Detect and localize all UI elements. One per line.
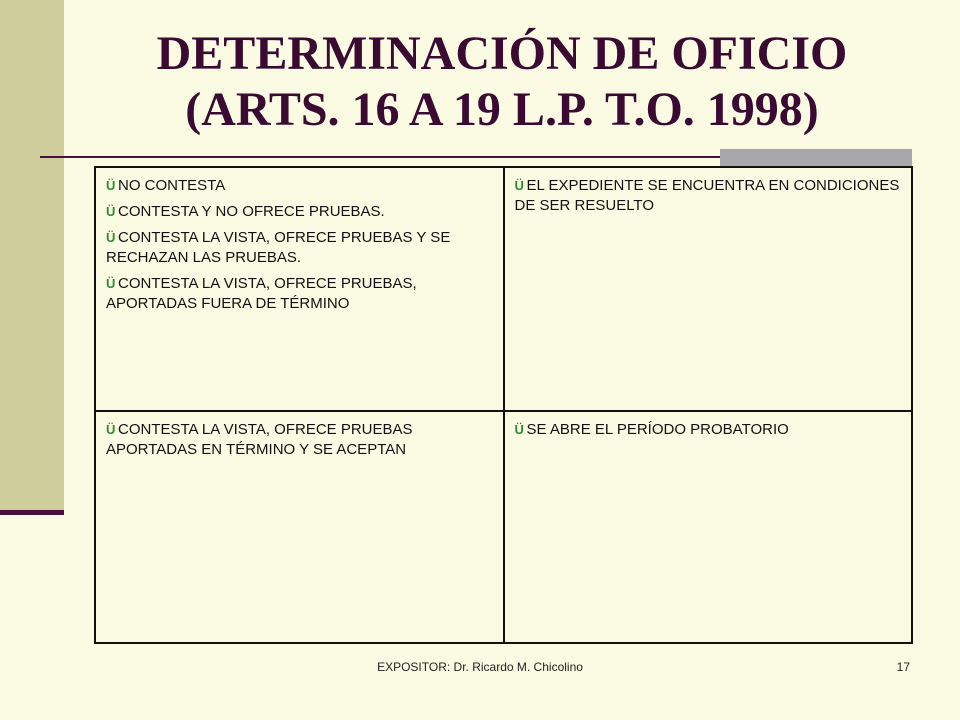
list-item-text: NO CONTESTA	[118, 177, 226, 194]
list-item-text: CONTESTA LA VISTA, OFRECE PRUEBAS Y SE RECHAZAN LAS PRUEBAS.	[106, 229, 451, 266]
table-cell-row1-right	[504, 167, 913, 411]
slide-title-line-2: (ARTS. 16 A 19 L.P. T.O. 1998)	[185, 83, 819, 136]
list-item	[106, 176, 493, 196]
list-item	[106, 420, 493, 460]
curved-arrow-bullet-icon: Ü	[106, 230, 116, 245]
list-item-text: CONTESTA LA VISTA, OFRECE PRUEBAS, APORTADAS FUERA DE TÉRMINO	[106, 275, 417, 312]
footer-presenter: EXPOSITOR: Dr. Ricardo M. Chicolino	[377, 660, 583, 674]
list-item-text: EL EXPEDIENTE SE ENCUENTRA EN CONDICIONES DE SER RESUELTO	[514, 177, 900, 214]
sidebar-decoration	[0, 0, 64, 512]
list-item	[515, 420, 902, 440]
curved-arrow-bullet-icon: Ü	[106, 178, 116, 193]
list-item-text: CONTESTA LA VISTA, OFRECE PRUEBAS APORTADAS EN TÉRMINO Y SE ACEPTAN	[106, 421, 413, 458]
table-cell-row2-right	[504, 411, 913, 643]
list-item-text: SE ABRE EL PERÍODO PROBATORIO	[526, 421, 789, 438]
list-item	[106, 274, 493, 314]
table-cell-row1-left	[95, 167, 504, 411]
curved-arrow-bullet-icon: Ü	[106, 276, 116, 291]
content-table	[94, 166, 913, 644]
curved-arrow-bullet-icon: Ü	[514, 178, 524, 193]
slide-title	[64, 26, 940, 138]
table-row	[95, 167, 912, 411]
list-item	[106, 202, 493, 222]
table-cell-row2-left	[95, 411, 504, 643]
list-item	[106, 228, 493, 268]
list-item	[515, 176, 902, 216]
curved-arrow-bullet-icon: Ü	[514, 422, 524, 437]
table-row	[95, 411, 912, 643]
curved-arrow-bullet-icon: Ü	[106, 422, 116, 437]
slide-title-line-1: DETERMINACIÓN DE OFICIO	[156, 27, 848, 80]
page-number: 17	[896, 660, 910, 674]
accent-block	[720, 149, 912, 167]
list-item-text: CONTESTA Y NO OFRECE PRUEBAS.	[118, 203, 385, 220]
curved-arrow-bullet-icon: Ü	[106, 204, 116, 219]
sidebar-rule	[0, 510, 64, 515]
